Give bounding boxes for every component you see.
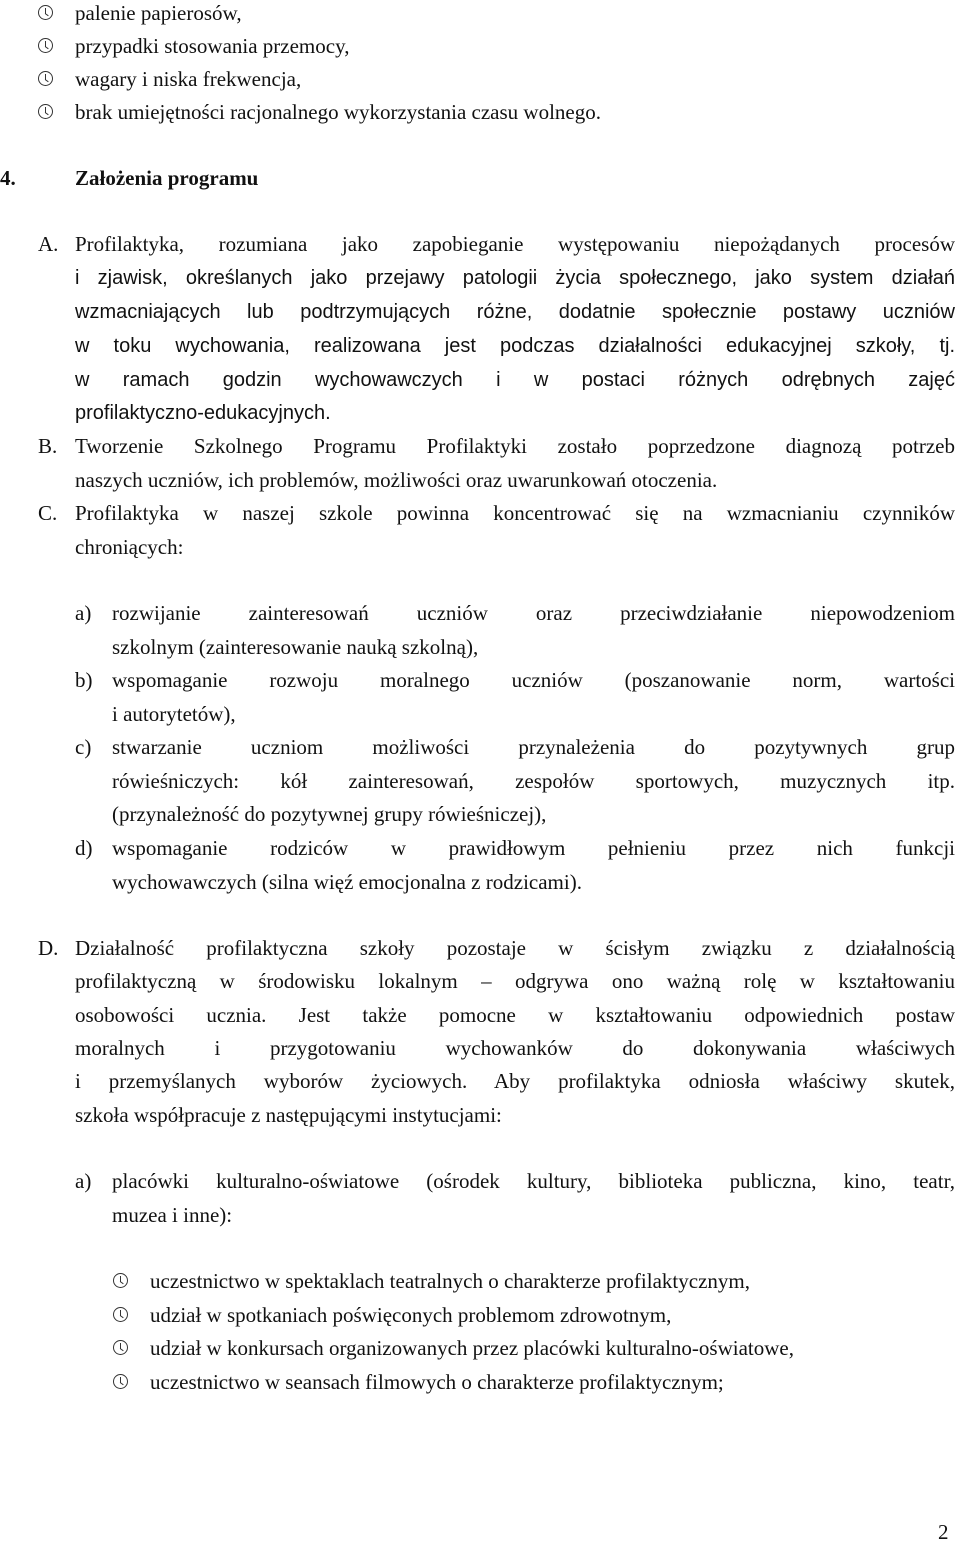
clock-bullet-icon — [113, 1340, 128, 1355]
paragraph-a-line: profilaktyczno-edukacyjnych. — [75, 402, 331, 424]
paragraph-d-line: Działalność profilaktyczna szkoły pozostaje w ścisłym związku z działalnością — [75, 936, 955, 960]
bullet-item: palenie papierosów, — [75, 1, 242, 25]
list-item-line: (przynależność do pozytywnej grupy rówieśniczej), — [112, 802, 547, 826]
list-item-line: placówki kulturalno-oświatowe (ośrodek kultury, biblioteka publiczna, kino, teatr, — [112, 1169, 955, 1193]
paragraph-c-line: Profilaktyka w naszej szkole powinna koncentrować się na wzmacnianiu czynników — [75, 501, 955, 525]
section-number: 4. — [0, 166, 16, 190]
clock-bullet-icon — [38, 5, 53, 20]
bullet-item: uczestnictwo w seansach filmowych o charakterze profilaktycznym; — [150, 1370, 724, 1394]
paragraph-d-line: profilaktyczną w środowisku lokalnym – odgrywa ono ważną rolę w kształtowaniu — [75, 969, 955, 993]
paragraph-a-line: Profilaktyka, rozumiana jako zapobieganie występowaniu niepożądanych procesów — [75, 232, 955, 256]
bullet-item: przypadki stosowania przemocy, — [75, 34, 350, 58]
list-marker: d) — [75, 836, 93, 860]
bullet-item: udział w konkursach organizowanych przez placówki kulturalno-oświatowe, — [150, 1336, 794, 1360]
paragraph-b-line: naszych uczniów, ich problemów, możliwości oraz uwarunkowań otoczenia. — [75, 468, 718, 492]
bullet-item: udział w spotkaniach poświęconych problemom zdrowotnym, — [150, 1303, 672, 1327]
list-item-line: wychowawczych (silna więź emocjonalna z rodzicami). — [112, 870, 582, 894]
paragraph-c-line: chroniących: — [75, 535, 184, 559]
clock-bullet-icon — [113, 1374, 128, 1389]
paragraph-d-line: szkoła współpracuje z następującymi instytucjami: — [75, 1103, 502, 1127]
list-item-line: wspomaganie rozwoju moralnego uczniów (poszanowanie norm, wartości — [112, 668, 955, 692]
bullet-item: brak umiejętności racjonalnego wykorzystania czasu wolnego. — [75, 100, 601, 124]
paragraph-marker-a: A. — [38, 232, 59, 256]
list-item-line: szkolnym (zainteresowanie nauką szkolną), — [112, 635, 479, 659]
list-marker: a) — [75, 1169, 92, 1193]
clock-bullet-icon — [38, 38, 53, 53]
paragraph-d-line: i przemyślanych wyborów życiowych. Aby profilaktyka odniosła właściwy skutek, — [75, 1069, 955, 1093]
paragraph-marker-b: B. — [38, 434, 58, 458]
paragraph-a-line: w ramach godzin wychowawczych i w postaci różnych odrębnych zajęć — [75, 369, 955, 391]
list-item-line: i autorytetów), — [112, 702, 236, 726]
clock-bullet-icon — [38, 104, 53, 119]
list-item-line: stwarzanie uczniom możliwości przynależenia do pozytywnych grup — [112, 735, 955, 759]
list-item-line: rozwijanie zainteresowań uczniów oraz przeciwdziałanie niepowodzeniom — [112, 601, 955, 625]
list-item-line: muzea i inne): — [112, 1203, 233, 1227]
list-marker: b) — [75, 668, 93, 692]
paragraph-b-line: Tworzenie Szkolnego Programu Profilaktyki zostało poprzedzone diagnozą potrzeb — [75, 434, 955, 458]
page-number: 2 — [938, 1520, 949, 1544]
list-item-line: rówieśniczych: kół zainteresowań, zespołów sportowych, muzycznych itp. — [112, 769, 955, 793]
paragraph-a-line: w toku wychowania, realizowana jest podczas działalności edukacyjnej szkoły, tj. — [75, 335, 955, 357]
list-marker: c) — [75, 735, 92, 759]
bullet-item: uczestnictwo w spektaklach teatralnych o charakterze profilaktycznym, — [150, 1269, 750, 1293]
paragraph-d-line: osobowości ucznia. Jest także pomocne w kształtowaniu odpowiednich postaw — [75, 1003, 955, 1027]
paragraph-marker-c: C. — [38, 501, 58, 525]
paragraph-d-line: moralnych i przygotowaniu wychowanków do dokonywania właściwych — [75, 1036, 955, 1060]
section-title: Założenia programu — [75, 166, 259, 190]
list-marker: a) — [75, 601, 92, 625]
paragraph-a-line: wzmacniających lub podtrzymujących różne, dodatnie społecznie postawy uczniów — [75, 301, 955, 323]
paragraph-a-line: i zjawisk, określanych jako przejawy patologii życia społecznego, jako system działań — [75, 267, 955, 289]
clock-bullet-icon — [38, 71, 53, 86]
clock-bullet-icon — [113, 1273, 128, 1288]
paragraph-marker-d: D. — [38, 936, 59, 960]
clock-bullet-icon — [113, 1307, 128, 1322]
list-item-line: wspomaganie rodziców w prawidłowym pełnieniu przez nich funkcji — [112, 836, 955, 860]
bullet-item: wagary i niska frekwencja, — [75, 67, 302, 91]
